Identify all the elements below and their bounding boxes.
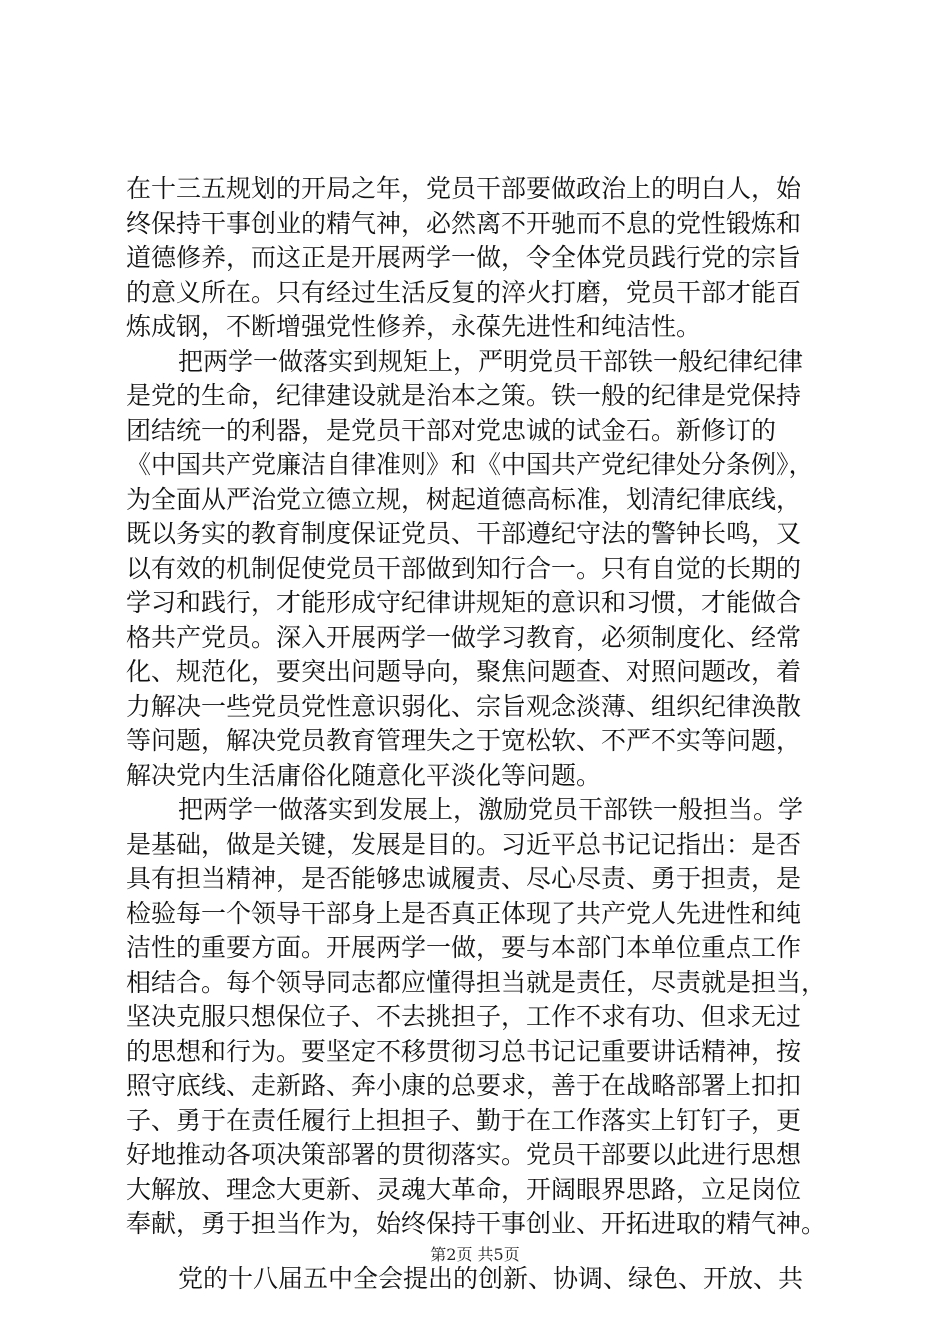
paragraph-2-line: 是党的生命，纪律建设就是治本之策。铁一般的纪律是党保持 bbox=[126, 381, 802, 410]
paragraph-1-line: 的意义所在。只有经过生活反复的淬火打磨，党员干部才能百 bbox=[126, 277, 802, 307]
paragraph-3-line: 好地推动各项决策部署的贯彻落实。党员干部要以此进行思想 bbox=[126, 1140, 802, 1169]
paragraph-1-line: 炼成钢，不断增强党性修养，永葆先进性和纯洁性。 bbox=[126, 312, 702, 341]
paragraph-2-line: 团结统一的利器，是党员干部对党忠诚的试金石。新修订的 bbox=[126, 415, 777, 445]
paragraph-2-line: 为全面从严治党立德立规，树起道德高标准，划清纪律底线， bbox=[126, 484, 802, 514]
page-number-footer: 第2页 共5页 bbox=[430, 1245, 520, 1264]
paragraph-3-line: 照守底线、走新路、奔小康的总要求，善于在战略部署上扣扣 bbox=[126, 1071, 802, 1100]
paragraph-3-line: 子、勇于在责任履行上担担子、勤于在工作落实上钉钉子，更 bbox=[126, 1105, 802, 1135]
paragraph-3-line: 洁性的重要方面。开展两学一做，要与本部门本单位重点工作 bbox=[126, 933, 802, 962]
paragraph-3-line: 奉献，勇于担当作为，始终保持干事创业、开拓进取的精气神。 bbox=[126, 1209, 827, 1238]
paragraph-2-line: 化、规范化，要突出问题导向，聚焦问题查、对照问题改，着 bbox=[126, 657, 802, 686]
paragraph-3-line: 相结合。每个领导同志都应懂得担当就是责任，尽责就是担当， bbox=[126, 967, 827, 997]
paragraph-2-line: 《中国共产党廉洁自律准则》和《中国共产党纪律处分条例》， bbox=[126, 450, 814, 479]
paragraph-2-line: 把两学一做落实到规矩上，严明党员干部铁一般纪律纪律 bbox=[178, 346, 804, 376]
paragraph-1-line: 在十三五规划的开局之年，党员干部要做政治上的明白人，始 bbox=[126, 174, 802, 203]
paragraph-3-line: 把两学一做落实到发展上，激励党员干部铁一般担当。学 bbox=[178, 795, 804, 824]
paragraph-2-line: 力解决一些党员党性意识弱化、宗旨观念淡薄、组织纪律涣散 bbox=[126, 691, 802, 721]
paragraph-4-line: 党的十八届五中全会提出的创新、协调、绿色、开放、共 bbox=[178, 1263, 804, 1293]
paragraph-3-line: 大解放、理念大更新、灵魂大革命，开阔眼界思路，立足岗位 bbox=[126, 1174, 802, 1204]
body-text bbox=[126, 172, 846, 1296]
paragraph-3-line: 坚决克服只想保位子、不去挑担子，工作不求有功、但求无过 bbox=[126, 1002, 802, 1031]
paragraph-3-line: 检验每一个领导干部身上是否真正体现了共产党人先进性和纯 bbox=[126, 898, 802, 928]
paragraph-3-line: 的思想和行为。要坚定不移贯彻习总书记记重要讲话精神，按 bbox=[126, 1036, 802, 1066]
paragraph-3-line: 是基础，做是关键，发展是目的。习近平总书记记指出：是否 bbox=[126, 829, 802, 859]
paragraph-2-line: 格共产党员。深入开展两学一做学习教育，必须制度化、经常 bbox=[126, 622, 802, 652]
paragraph-3-line: 具有担当精神，是否能够忠诚履责、尽心尽责、勇于担责，是 bbox=[126, 864, 802, 893]
paragraph-1-line: 道德修养，而这正是开展两学一做，令全体党员践行党的宗旨 bbox=[126, 243, 802, 272]
paragraph-2-line: 既以务实的教育制度保证党员、干部遵纪守法的警钟长鸣，又 bbox=[126, 519, 802, 548]
paragraph-2-line: 以有效的机制促使党员干部做到知行合一。只有自觉的长期的 bbox=[126, 553, 802, 583]
paragraph-2-line: 学习和践行，才能形成守纪律讲规矩的意识和习惯，才能做合 bbox=[126, 588, 802, 617]
paragraph-2-line: 解决党内生活庸俗化随意化平淡化等问题。 bbox=[126, 760, 602, 790]
paragraph-1-line: 终保持干事创业的精气神，必然离不开驰而不息的党性锻炼和 bbox=[126, 208, 802, 238]
paragraph-2-line: 等问题，解决党员教育管理失之于宽松软、不严不实等问题， bbox=[126, 726, 802, 755]
